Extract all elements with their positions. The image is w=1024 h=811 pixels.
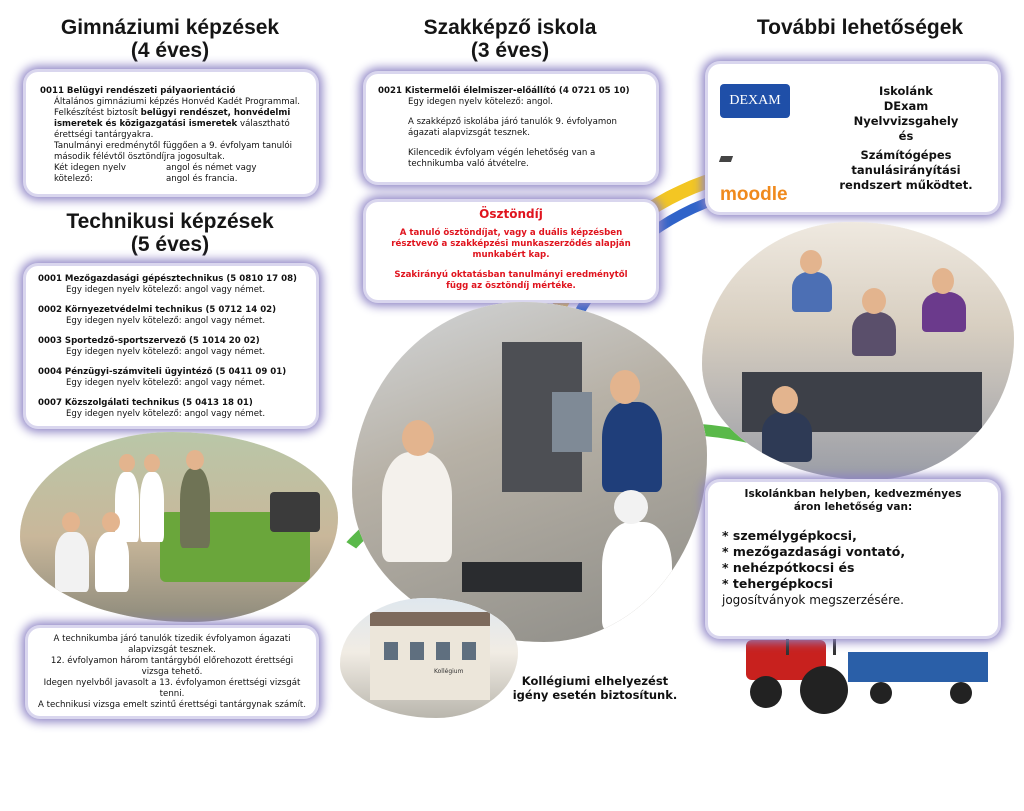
jogositvany-box — [708, 482, 998, 636]
osztondij-title: Ösztöndíj — [479, 207, 543, 221]
gimnazium-heading — [40, 16, 300, 62]
tovabbi-heading: További lehetőségek — [756, 16, 964, 39]
gimnazium-line4-c: angol és francia. — [166, 174, 238, 184]
tovabbi-text-line: Nyelvvizsgahely — [853, 114, 959, 128]
technikum-item-sub: Egy idegen nyelv kötelező: angol vagy német. — [66, 378, 266, 388]
technikum-item-sub: Egy idegen nyelv kötelező: angol vagy német. — [66, 347, 266, 357]
osztondij-text1: A tanuló ösztöndíjat, vagy a duális képzésben résztvevő a szakképzési munkaszerződés alapján munkabért kap. — [391, 228, 631, 260]
gimnazium-line4-a: Két idegen nyelv kötelező: — [54, 163, 126, 184]
technikum-item — [38, 274, 306, 296]
kollegium-caption — [500, 674, 690, 702]
technikum-item — [38, 367, 306, 389]
tovabbi-text-line: DExam — [883, 99, 929, 113]
gimnazium-title: Gimnáziumi képzések — [60, 16, 280, 39]
szakkepzo-box — [366, 74, 656, 182]
jogositvany-item: * nehézpótkocsi és — [722, 560, 855, 575]
students-combine-photo — [20, 432, 338, 622]
technikum-heading — [40, 210, 300, 256]
gimnazium-line2 — [54, 108, 306, 141]
technikum-item-sub: Egy idegen nyelv kötelező: angol vagy német. — [66, 285, 266, 295]
szakkepzo-line1: Egy idegen nyelv kötelező: angol. — [408, 97, 553, 107]
osztondij-box — [366, 202, 656, 300]
dormitory-photo — [340, 598, 518, 718]
vizsga-line3: Idegen nyelvből javasolt a 13. évfolyamon érettségi vizsgát tenni. — [43, 678, 301, 699]
szakkepzo-title: Szakképző iskola — [423, 16, 597, 39]
szakkepzo-heading — [390, 16, 630, 62]
moodle-logo-text: moodle — [720, 184, 788, 205]
gimnazium-duration: (4 éves) — [130, 39, 210, 62]
szakkepzo-line3: Kilencedik évfolyam végén lehetőség van a technikumba való átvételre. — [408, 148, 596, 169]
technikum-item-title: 0007 Közszolgálati technikus (5 0413 18 01) — [38, 398, 253, 408]
jogositvany-intro: Iskolánkban helyben, kedvezményes áron lehetőség van: — [744, 488, 962, 513]
tovabbi-text-line: és — [898, 129, 914, 143]
gimnazium-languages — [166, 163, 256, 185]
technikum-item — [38, 305, 306, 327]
szakkepzo-code: 0021 Kistermelői élelmiszer-előállító (4 0721 05 10) — [378, 86, 630, 96]
technikum-item-sub: Egy idegen nyelv kötelező: angol vagy német. — [66, 409, 266, 419]
tovabbi-text-line: rendszert működtet. — [839, 178, 973, 192]
gimnazium-line2-c: választható érettségi tantárgyakra. — [54, 119, 290, 140]
technikum-item — [38, 336, 306, 358]
osztondij-text2: Szakirányú oktatásban tanulmányi eredménytől függ az ösztöndíj mértéke. — [394, 270, 628, 291]
vizsga-box — [28, 628, 316, 716]
dexam-logo-text: DEXAM — [729, 93, 781, 108]
vizsga-line2: 12. évfolyamon három tantárgyból előrehozott érettségi vizsga tehető. — [50, 656, 294, 677]
gimnazium-line4 — [54, 163, 306, 185]
szakkepzo-duration: (3 éves) — [470, 39, 550, 62]
tovabbi-text-line: tanulásirányítási — [851, 163, 961, 177]
technikum-item-sub: Egy idegen nyelv kötelező: angol vagy német. — [66, 316, 266, 326]
jogositvany-item: * személygépkocsi, — [722, 528, 857, 543]
gimnazium-line2-bold: belügyi rendészet, honvédelmi ismeretek és közigazgatási ismeretek — [54, 108, 291, 129]
jogositvany-item: * mezőgazdasági vontató, — [722, 544, 906, 559]
moodle-logo — [720, 150, 796, 205]
szakkepzo-line2: A szakképző iskolába járó tanulók 9. évfolyamon ágazati alapvizsgát tesznek. — [408, 117, 617, 138]
workshop-photo — [352, 302, 707, 642]
technikum-item — [38, 398, 306, 420]
technikum-item-title: 0004 Pénzügyi-számviteli ügyintéző (5 0411 09 01) — [38, 367, 287, 377]
gimnazium-code: 0011 Belügyi rendészeti pályaorientáció — [40, 86, 236, 96]
classroom-photo — [702, 222, 1014, 480]
technikum-duration: (5 éves) — [130, 233, 210, 256]
dexam-logo — [720, 84, 790, 118]
kollegium-line1: Kollégiumi elhelyezést — [521, 674, 669, 688]
jogositvany-outro: jogosítványok megszerzésére. — [722, 593, 904, 607]
technikum-item-title: 0001 Mezőgazdasági gépésztechnikus (5 0810 17 08) — [38, 274, 297, 284]
gimnazium-line4-b: angol és német vagy — [166, 163, 257, 173]
technikum-item-title: 0003 Sportedző-sportszervező (5 1014 20 02) — [38, 336, 260, 346]
jogositvany-item: * tehergépkocsi — [722, 576, 833, 591]
dormitory-sign: Kollégium — [434, 668, 464, 675]
technikum-item-title: 0002 Környezetvédelmi technikus (5 0712 14 02) — [38, 305, 277, 315]
tovabbi-text-line: Számítógépes — [860, 148, 952, 162]
gimnazium-line3: Tanulmányi eredménytől függően a 9. évfolyam tanulói második félévtől ösztöndíjra jogosultak. — [54, 141, 293, 162]
vizsga-line4: A technikusi vizsga emelt szintű érettségi tantárgynak számít. — [38, 700, 306, 710]
tovabbi-text — [818, 84, 994, 193]
technikum-title: Technikusi képzések — [66, 210, 274, 233]
vizsga-line1: A technikumba járó tanulók tizedik évfolyamon ágazati alapvizsgát tesznek. — [53, 634, 291, 655]
tovabbi-text-line: Iskolánk — [879, 84, 933, 98]
gimnazium-line1: Általános gimnáziumi képzés Honvéd Kadét Programmal. — [54, 97, 300, 107]
kollegium-line2: igény esetén biztosítunk. — [512, 688, 678, 702]
technikum-box — [26, 266, 316, 426]
moodle-hat-icon — [719, 156, 733, 162]
gimnazium-box — [26, 72, 316, 194]
tovabbi-box — [708, 64, 998, 212]
gimnazium-line2-a: Felkészítést biztosít — [54, 108, 141, 118]
